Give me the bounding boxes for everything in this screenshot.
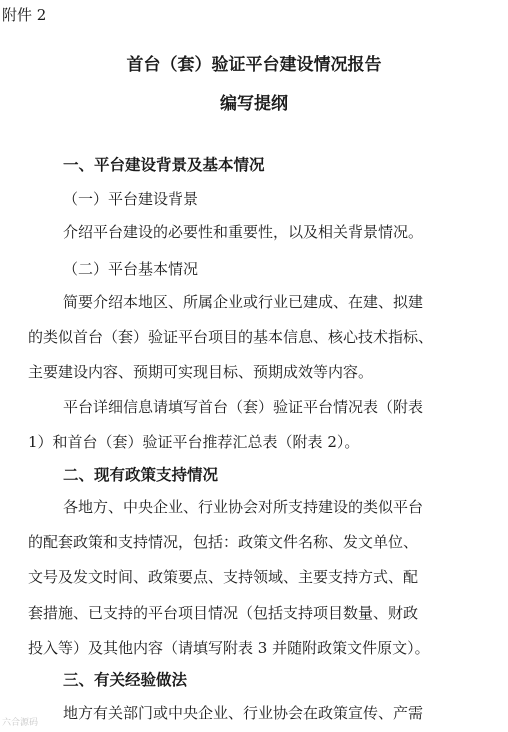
section1-sub1-paragraph [28, 215, 468, 250]
text-line: 套措施、已支持的平台项目情况（包括支持项目数量、财政 [28, 603, 419, 622]
report-title: 首台（套）验证平台建设情况报告 [126, 55, 382, 75]
section1-sub2-paragraph [28, 285, 468, 391]
section2-heading: 二、现有政策支持情况 [63, 466, 219, 484]
text-line: 各地方、中央企业、行业协会对所支持建设的类似平台 [63, 498, 424, 516]
section3-paragraph [28, 696, 468, 731]
annex-label: 附件 2 [2, 6, 47, 24]
text-line: 的类似首台（套）验证平台项目的基本信息、核心技术指标、 [28, 328, 434, 347]
text-line: 主要建设内容、预期可实现目标、预期成效等内容。 [28, 363, 374, 382]
section1-sub2-paragraph-2 [28, 390, 468, 460]
section3-heading: 三、有关经验做法 [63, 671, 188, 689]
report-subtitle: 编写提纲 [220, 94, 288, 114]
text-line: 平台详细信息请填写首台（套）验证平台情况表（附表 [63, 398, 424, 416]
text-line: 投入等）及其他内容（请填写附表 3 并随附政策文件原文）。 [28, 638, 430, 657]
text-line: 介绍平台建设的必要性和重要性，以及相关背景情况。 [63, 223, 424, 241]
section1-sub1-heading: （一）平台建设背景 [63, 190, 199, 208]
watermark: 六合源码 [2, 718, 39, 728]
text-line: 文号及发文时间、政策要点、支持领域、主要支持方式、配 [28, 568, 419, 587]
section1-heading: 一、平台建设背景及基本情况 [63, 156, 265, 174]
text-line: 简要介绍本地区、所属企业或行业已建成、在建、拟建 [63, 293, 424, 311]
text-line: 的配套政策和支持情况，包括：政策文件名称、发文单位、 [28, 533, 419, 552]
text-line: 地方有关部门或中央企业、行业协会在政策宣传、产需 [63, 704, 424, 722]
section1-sub2-heading: （二）平台基本情况 [63, 260, 199, 278]
text-line: 1）和首台（套）验证平台推荐汇总表（附表 2）。 [28, 433, 360, 452]
section2-paragraph [28, 490, 468, 666]
